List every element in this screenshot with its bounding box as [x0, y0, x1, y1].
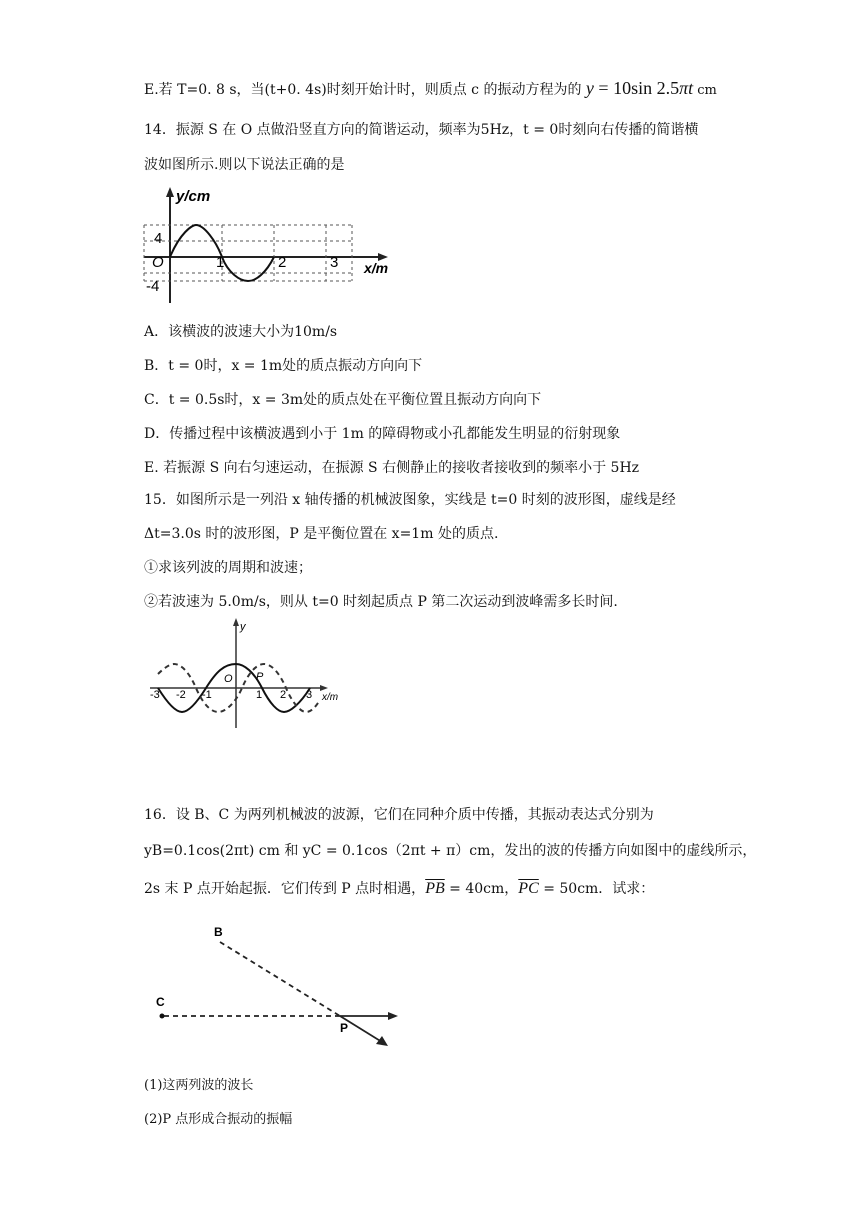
q14-option-e: E. 若振源 S 向右匀速运动，在振源 S 右侧静止的接收者接收到的频率小于 5Hz: [144, 460, 640, 476]
q14-option-b: B．t = 0时，x = 1m处的质点振动方向向下: [144, 358, 423, 374]
q14-option-c: C．t = 0.5s时，x = 3m处的质点处在平衡位置且振动方向向下: [144, 392, 542, 408]
q16-sub1: (1)这两列波的波长: [144, 1078, 254, 1093]
q14-tick-1: 1: [216, 254, 225, 271]
q14-y-label: y/cm: [176, 188, 211, 205]
q13-formula-y: y: [585, 78, 594, 98]
q14-stem-line2: 波如图所示.则以下说法正确的是: [144, 157, 345, 173]
q14-grid: [144, 225, 352, 281]
q16-figure: [150, 922, 410, 1048]
q14-tick-neg4: -4: [146, 278, 160, 295]
q16-stem-line3-text: 2s 末 P 点开始起振．它们传到 P 点时相遇，: [144, 881, 426, 897]
q14-x-label: x/m: [364, 260, 389, 276]
q15-tick-neg2: -2: [176, 689, 186, 701]
q15-sub1: ①求该列波的周期和波速；: [144, 560, 312, 576]
q14-stem-line1: 14．振源 S 在 O 点做沿竖直方向的简谐运动，频率为5Hz，t = 0时刻向右传播的简谐横: [144, 122, 699, 138]
q14-option-a: A．该横波的波速大小为10m/s: [144, 324, 338, 340]
q15-tick-1: 1: [256, 689, 263, 701]
q15-y-arrow: [233, 618, 239, 626]
q16-arrowhead-cp: [388, 1012, 398, 1020]
q13-formula-unit: cm: [693, 83, 717, 98]
q14-option-d: D．传播过程中该横波遇到小于 1m 的障碍物或小孔都能发生明显的衍射现象: [144, 426, 621, 442]
q16-pc-value: = 50cm．试求：: [538, 881, 655, 897]
q15-origin: O: [224, 673, 233, 685]
q16-sub2: (2)P 点形成合振动的振幅: [144, 1112, 293, 1127]
q16-label-c: C: [156, 995, 165, 1009]
q13-option-e: [144, 78, 717, 101]
q13-option-e-text: E.若 T=0. 8 s，当(t+0. 4s)时刻开始计时，则质点 c 的振动方程为的: [144, 82, 586, 98]
q14-tick-2: 2: [278, 254, 287, 271]
q15-x-label: x/m: [322, 692, 339, 703]
q15-tick-neg3: -3: [150, 689, 160, 701]
q14-wave-figure: [140, 185, 400, 305]
q14-tick-3: 3: [330, 254, 339, 271]
q15-tick-3: 3: [306, 689, 313, 701]
q16-pb-label: $\overline{PB}$: [425, 880, 445, 897]
q15-point-p: P: [256, 671, 264, 683]
q14-y-arrow: [166, 187, 174, 197]
q16-pc-label: $\overline{PC}$: [518, 880, 539, 897]
q16-label-p: P: [340, 1021, 349, 1035]
q16-stem-line1: 16．设 B、C 为两列机械波的波源，它们在同种介质中传播，其振动表达式分别为: [144, 807, 654, 823]
q15-stem-line2: Δt=3.0s 时的波形图，P 是平衡位置在 x=1m 处的质点.: [144, 526, 499, 542]
q15-tick-2: 2: [280, 689, 287, 701]
q14-tick-4: 4: [154, 230, 163, 247]
q15-sub2: ②若波速为 5.0m/s，则从 t=0 时刻起质点 P 第二次运动到波峰需多长时间.: [144, 594, 618, 610]
q16-label-b: B: [214, 925, 223, 939]
q15-stem-line1: 15．如图所示是一列沿 x 轴传播的机械波图象，实线是 t=0 时刻的波形图，虚线是经: [144, 492, 676, 508]
q15-tick-neg1: -1: [202, 689, 212, 701]
q16-arrowhead-bp: [376, 1036, 388, 1046]
q15-y-label: y: [240, 621, 246, 633]
q13-formula-pit: πt: [679, 78, 694, 98]
q15-wave-figure: [144, 618, 354, 730]
q14-origin: O: [152, 254, 164, 271]
q15-x-arrow: [320, 685, 328, 691]
q16-pb-value: = 40cm，: [444, 881, 519, 897]
q16-line-bp: [220, 942, 340, 1016]
q16-stem-line3: [144, 879, 654, 899]
q13-formula-eq: = 10sin 2.5: [593, 78, 680, 98]
q16-point-c: [160, 1014, 165, 1019]
q16-stem-line2: yB=0.1cos(2πt) cm 和 yC = 0.1cos（2πt + π）cm，发出的波的传播方向如图中的虚线所示，: [144, 843, 757, 859]
